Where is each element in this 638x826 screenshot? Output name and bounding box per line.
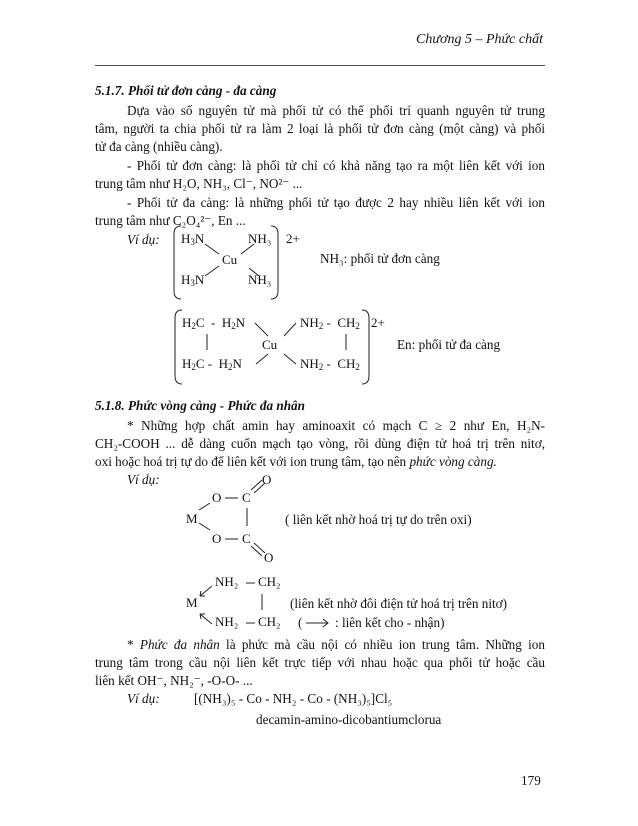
para-3-star: * — [127, 637, 140, 652]
en-caption: (liên kết nhờ đôi điện tử hoá trị trên nitơ) — [290, 596, 508, 611]
mono-ligand-line-2: trung tâm như H₂O, NH₃, Cl⁻, NO²⁻ ... — [95, 176, 303, 191]
en-ch2-bottom: CH₂ — [258, 614, 281, 629]
para-2-line-1: * Những hợp chất amin hay aminoaxit có mạch C ≥ 2 như En, H₂N- — [127, 418, 545, 433]
ox-double-bottom-1 — [251, 546, 262, 556]
ex2-right-bracket — [362, 310, 369, 384]
ex2-left-bracket — [175, 310, 182, 384]
example-label-1: Ví dụ: — [127, 232, 160, 247]
ox-double-top-2 — [254, 483, 265, 493]
ex1-bond-tr — [241, 244, 254, 254]
poly-ligand-line-2: trung tâm như C₂O₄²⁻, En ... — [95, 213, 246, 228]
nh3-ligand-bottom-right: NH₃ — [248, 272, 272, 287]
ex2-bond-br — [284, 354, 296, 364]
para-2-line-3-text: oxi hoặc hoá trị tự do để liên kết với ion trung tâm, tạo nên — [95, 454, 410, 469]
oxalate-o-bottom: O — [212, 531, 222, 546]
en-metal: M — [186, 595, 198, 610]
en-nh2-bottom: NH₂ — [215, 614, 239, 629]
para-1-line-3: tử đa càng (nhiều càng). — [95, 139, 223, 154]
para-2-line-2: CH₂-COOH ... dễ dàng cuốn mạch tạo vòng, rồi dùng điện tử hoá trị trên nitơ, — [95, 436, 545, 451]
oxalate-o-carbonyl-bottom: O — [264, 550, 274, 565]
ex2-center-cu: Cu — [262, 337, 278, 352]
en-left-bottom: $H_2C - H_2N$ — [182, 356, 242, 372]
example-label-2: Ví dụ: — [127, 472, 160, 487]
oxalate-caption: ( liên kết nhờ hoá trị tự do trên oxi) — [285, 512, 472, 527]
ex2-bond-bl — [256, 354, 268, 364]
ex1-bond-bl — [205, 266, 219, 276]
para-1-line-1: Dựa vào số nguyên tử mà phối tử có thể phối trí quanh nguyên tử trung — [127, 103, 545, 118]
para-3-line-1-text: là phức mà cầu nội có nhiều ion trung tâm. Những ion — [219, 637, 545, 652]
nh3-ligand-top-left: $H_3N$ — [181, 231, 205, 247]
en-caption-2-text: : liên kết cho - nhận) — [335, 615, 445, 630]
ex1-right-bracket — [271, 226, 278, 299]
term-chelate-complex: phức vòng càng. — [409, 454, 497, 469]
ex1-bond-br — [249, 268, 259, 276]
term-polynuclear-complex: Phức đa nhân — [139, 637, 220, 652]
en-arrow-top — [200, 586, 212, 596]
section-title-5-1-7: 5.1.7. Phối tử đơn càng - đa càng — [95, 83, 277, 98]
ex1-center-cu: Cu — [222, 252, 238, 267]
ox-bond-m-o-bottom — [199, 523, 210, 530]
ex1-left-bracket — [174, 226, 181, 299]
example-label-3: Ví dụ: — [127, 691, 160, 706]
para-3-line-2: trung tâm trong cầu nội liên kết trực tiếp với nhau hoặc qua phối tử hoặc cầu — [95, 655, 545, 670]
ox-double-top-1 — [251, 480, 262, 490]
ex2-bond-tr — [284, 323, 296, 336]
poly-ligand-line-1: - Phối tử đa càng: là những phối tử tạo được 2 hay nhiều liên kết với ion — [127, 195, 545, 210]
oxalate-o-carbonyl-top: O — [262, 472, 272, 487]
example-compound-name: decamin-amino-dicobantiumclorua — [256, 712, 442, 727]
oxalate-o-top: O — [212, 490, 222, 505]
ex2-bond-tl — [255, 323, 268, 336]
nh3-ligand-top-right: NH₃ — [248, 231, 272, 246]
mono-ligand-line-1: - Phối tử đơn càng: là phối tử chỉ có khả năng tạo ra một liên kết với ion — [127, 158, 545, 173]
en-caption-2-prefix: ( — [298, 615, 303, 630]
en-ch2-top: CH₂ — [258, 574, 281, 589]
para-3-line-3: liên kết OH⁻, NH₂⁻, -O-O- ... — [95, 673, 253, 688]
chapter-header: Chương 5 – Phức chất — [416, 32, 543, 47]
ex1-bond-tl — [205, 244, 219, 254]
en-right-top: $NH_2 - CH_2$ — [300, 315, 360, 331]
ex2-charge: 2+ — [371, 315, 385, 330]
section-title-5-1-8: 5.1.8. Phức vòng càng - Phức đa nhân — [95, 398, 305, 413]
en-nh2-top: NH₂ — [215, 574, 239, 589]
page-number: 179 — [521, 773, 541, 788]
nh3-ligand-bottom-left: $H_3N$ — [181, 272, 205, 288]
ex2-caption: En: phối tử đa càng — [397, 337, 501, 352]
ex1-caption: NH₃: phối tử đơn càng — [320, 251, 440, 266]
ex1-charge: 2+ — [286, 231, 300, 246]
oxalate-c-top: C — [242, 490, 251, 505]
en-right-bottom: $NH_2 - CH_2$ — [300, 356, 360, 372]
oxalate-metal: M — [186, 511, 198, 526]
ox-bond-m-o-top — [199, 503, 210, 510]
en-left-top: $H_2C - H_2N$ — [182, 315, 246, 331]
para-1-line-2: tâm, người ta chia phối tử ra làm 2 loại là phối tử đơn càng (một càng) và phối — [95, 121, 545, 136]
example-formula: [(NH₃)₅ - Co - NH₂ - Co - (NH₃)₅]Cl₅ — [194, 691, 393, 706]
oxalate-c-bottom: C — [242, 531, 251, 546]
en-arrow-bottom — [200, 614, 212, 624]
ox-double-bottom-2 — [254, 543, 265, 553]
